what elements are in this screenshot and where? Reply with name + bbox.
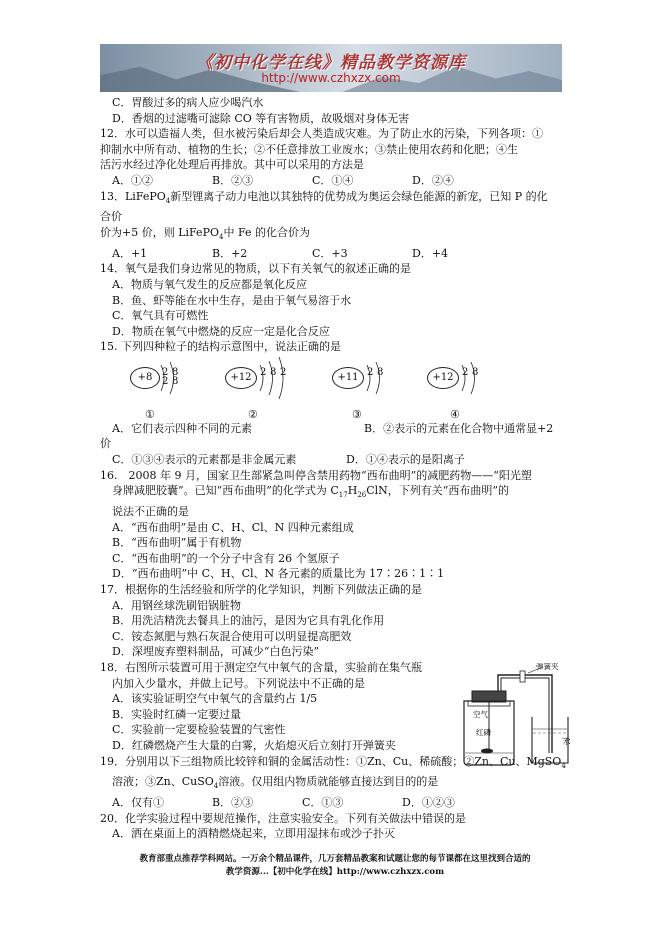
q16-text: 身牌减肥胶囊”。已知“西布曲明”的化学式为 C bbox=[112, 484, 339, 498]
q13-stem-line2: 合价 bbox=[100, 210, 122, 224]
q18-option-a: A．该实验证明空气中氧气的含量约占 1/5 bbox=[112, 692, 318, 706]
q17-option-c: C．铵态氮肥与熟石灰混合使用可以明显提高肥效 bbox=[112, 629, 352, 643]
q15-options-ab bbox=[100, 421, 570, 437]
atom-label-1: ① bbox=[145, 407, 155, 421]
nucleus: +11 bbox=[332, 367, 364, 389]
water-label: 水 bbox=[563, 737, 571, 746]
q13-option-c: C．+3 bbox=[312, 246, 348, 260]
q12-options bbox=[100, 173, 570, 189]
q12-option-a: A．①② bbox=[112, 173, 153, 187]
q16-option-c: C．“西布曲明”的一个分子中含有 26 个氢原子 bbox=[112, 551, 340, 565]
q15-option-a: A．它们表示四种不同的元素 bbox=[112, 421, 252, 435]
banner-url[interactable]: http://www.czhxzx.com bbox=[261, 71, 401, 85]
shell-count: 2 bbox=[367, 366, 374, 378]
q19-text: 溶液。仅用组内物质就能够直接达到目的的是 bbox=[218, 775, 439, 789]
shell-count: 8 bbox=[172, 375, 179, 387]
q15-option-c: C．①③④表示的元素都是非金属元素 bbox=[112, 453, 297, 467]
q20-stem: 20．化学实验过程中要规范操作，注意实验安全。下列有关做法中错误的是 bbox=[100, 811, 466, 825]
q13-text: 新型锂离子动力电池以其独特的优势成为奥运会绿色能源的新宠，已知 P 的化 bbox=[170, 189, 548, 203]
shell-count: 8 bbox=[270, 366, 277, 378]
q19-option-a: A．仅有① bbox=[112, 796, 164, 810]
q18-option-c: C．实验前一定要检验装置的气密性 bbox=[112, 723, 286, 737]
shell-arcs bbox=[459, 359, 489, 397]
shell-count: 8 bbox=[377, 366, 384, 378]
q13-text: 13．LiFePO bbox=[100, 189, 166, 203]
shell-count: 2 bbox=[162, 366, 169, 378]
q13-option-b: B．+2 bbox=[212, 246, 248, 260]
q12-stem-line2: 抑制水中所有动、植物的生长；②不任意排放工业废水；③禁止使用农药和化肥；④生 bbox=[100, 142, 518, 156]
q17-option-b: B．用洗洁精洗去餐具上的油污，是因为它具有乳化作用 bbox=[112, 614, 385, 628]
q13-options bbox=[100, 246, 570, 262]
q12-stem-line1: 12．水可以造福人类，但水被污染后却会人类造成灾难。为了防止水的污染，下列各项：① bbox=[100, 127, 543, 141]
nucleus: +8 bbox=[130, 367, 160, 389]
q16-option-a: A．“西布曲明”是由 C、H、Cl、N 四种元素组成 bbox=[112, 520, 354, 534]
q17-option-a: A．用钢丝球洗刷铝锅脏物 bbox=[112, 598, 241, 612]
q14-option-a: A．物质与氧气发生的反应都是氧化反应 bbox=[112, 277, 307, 291]
site-banner bbox=[100, 44, 562, 92]
q16-subscript: 26 bbox=[357, 491, 367, 500]
atom-structure-diagrams bbox=[100, 355, 570, 421]
q13-option-a: A．+1 bbox=[112, 246, 148, 260]
q12-option-b: B．②③ bbox=[212, 173, 254, 187]
q14-option-b: B．鱼、虾等能在水中生存，是由于氧气易溶于水 bbox=[112, 293, 352, 307]
atom-label-3: ③ bbox=[352, 407, 362, 421]
q15-options-cd bbox=[100, 452, 570, 468]
q12-option-d: D．②④ bbox=[412, 173, 454, 187]
q14-option-c: C．氧气具有可燃性 bbox=[112, 309, 209, 323]
q13-option-d: D．+4 bbox=[412, 246, 449, 260]
q18-option-b: B．实验时红磷一定要过量 bbox=[112, 707, 242, 721]
shell-arcs bbox=[158, 359, 188, 397]
q11-option-d: D．香烟的过滤嘴可滤除 CO 等有害物质，故吸烟对身体无害 bbox=[112, 111, 410, 125]
q14-stem: 14．氧气是我们身边常见的物质，以下有关氧气的叙述正确的是 bbox=[100, 262, 411, 276]
q19-stem-line2 bbox=[100, 774, 570, 795]
q20-option-a: A．洒在桌面上的酒精燃烧起来，立即用湿抹布或沙子扑灭 bbox=[112, 827, 395, 841]
clip-label: 弹簧夹 bbox=[536, 663, 559, 671]
shell-count: 2 bbox=[280, 366, 287, 378]
q16-option-b: B．“西布曲明”属于有机物 bbox=[112, 536, 242, 550]
q13-stem-line1 bbox=[100, 189, 570, 210]
q19-subscript: 4 bbox=[213, 782, 219, 791]
oxygen-measurement-apparatus bbox=[458, 663, 573, 768]
footer-line1: 教育部重点推荐学科网站。一万余个精品课件，几万套精品教案和试题让您的每节课都在这里找到合适的 bbox=[139, 854, 531, 864]
q19-option-d: D．①②③ bbox=[402, 796, 455, 810]
q19-subscript: 4 bbox=[561, 761, 566, 770]
q15-option-b: B．②表示的元素在化合物中通常显+2 bbox=[364, 421, 554, 435]
nucleus: +12 bbox=[427, 367, 459, 389]
q13-subscript: 4 bbox=[165, 196, 171, 205]
q18-stem-line2: 内加入少量水，并做上记号。下列说法中不正确的是 bbox=[112, 676, 365, 690]
q19-option-c: C．①③ bbox=[302, 796, 344, 810]
q16-text: H bbox=[347, 484, 358, 498]
q17-option-d: D．深埋废弃塑料制品，可减少“白色污染” bbox=[112, 645, 320, 659]
q16-stem-line3: 说法不正确的是 bbox=[112, 505, 189, 519]
atom-label-2: ② bbox=[248, 407, 258, 421]
shell-count: 2 bbox=[260, 366, 267, 378]
shell-count: 8 bbox=[472, 366, 479, 378]
q14-option-d: D．物质在氧气中燃烧的反应一定是化合反应 bbox=[112, 324, 330, 338]
phosphorus-label: 红磷 bbox=[476, 728, 491, 737]
q19-text: 19．分别用以下三组物质比较锌和铜的金属活动性：①Zn、Cu、稀硫酸；②Zn、Cu、MgSO bbox=[100, 754, 562, 768]
q13-subscript: 4 bbox=[219, 233, 224, 242]
q15-stem: 15. 下列四种粒子的结构示意图中，说法正确的是 bbox=[100, 340, 341, 354]
q12-stem-line3: 活污水经过净化处理后再排放。其中可以采用的方法是 bbox=[100, 158, 364, 172]
q16-subscript: 17 bbox=[338, 491, 348, 500]
shell-count: 2 bbox=[162, 375, 169, 387]
q18-option-d: D．红磷燃烧产生大量的白雾，火焰熄灭后立刻打开弹簧夹 bbox=[112, 738, 396, 752]
footer-line2: 教学资源...【初中化学在线】http://www.czhxzx.com bbox=[225, 867, 445, 877]
shell-arcs bbox=[364, 359, 394, 397]
q13-stem-line3 bbox=[100, 225, 570, 246]
q19-option-b: B．②③ bbox=[212, 796, 254, 810]
q15-option-d: D．①④表示的是阳离子 bbox=[346, 453, 465, 467]
q15-option-b-cont: 价 bbox=[100, 437, 111, 451]
q16-option-d: D．“西布曲明”中 C、H、Cl、N 各元素的质量比为 17∶26∶1∶1 bbox=[112, 567, 445, 581]
q11-option-c: C．胃酸过多的病人应少喝汽水 bbox=[112, 96, 264, 109]
page-footer bbox=[100, 853, 570, 879]
q17-stem: 17．根据你的生活经验和所学的化学知识，判断下列做法正确的是 bbox=[100, 583, 422, 596]
shell-count: 8 bbox=[172, 366, 179, 378]
q16-text: ClN，下列有关“西布曲明”的 bbox=[366, 484, 510, 498]
q13-text: 中 Fe 的化合价为 bbox=[223, 225, 311, 239]
shell-arcs bbox=[257, 355, 297, 401]
q19-text: 溶液；③Zn、CuSO bbox=[112, 775, 214, 789]
q13-text: 价为+5 价，则 LiFePO bbox=[100, 225, 219, 239]
banner-title: 《初中化学在线》精品教学资源库 bbox=[196, 53, 466, 73]
q12-option-c: C．①④ bbox=[312, 173, 354, 187]
q19-options bbox=[100, 795, 570, 811]
q18-stem-line1: 18．右图所示装置可用于测定空气中氧气的含量，实验前在集气瓶 bbox=[100, 660, 422, 674]
air-label: 空气 bbox=[473, 710, 488, 719]
atom-label-4: ④ bbox=[450, 407, 460, 421]
nucleus: +12 bbox=[225, 367, 257, 389]
shell-count: 2 bbox=[462, 366, 469, 378]
q16-stem-line1: 16. 2008 年 9 月，国家卫生部紧急叫停含禁用药物“西布曲明”的减肥药物——“阳光塑 bbox=[100, 468, 532, 482]
q16-stem-line2 bbox=[100, 483, 570, 504]
